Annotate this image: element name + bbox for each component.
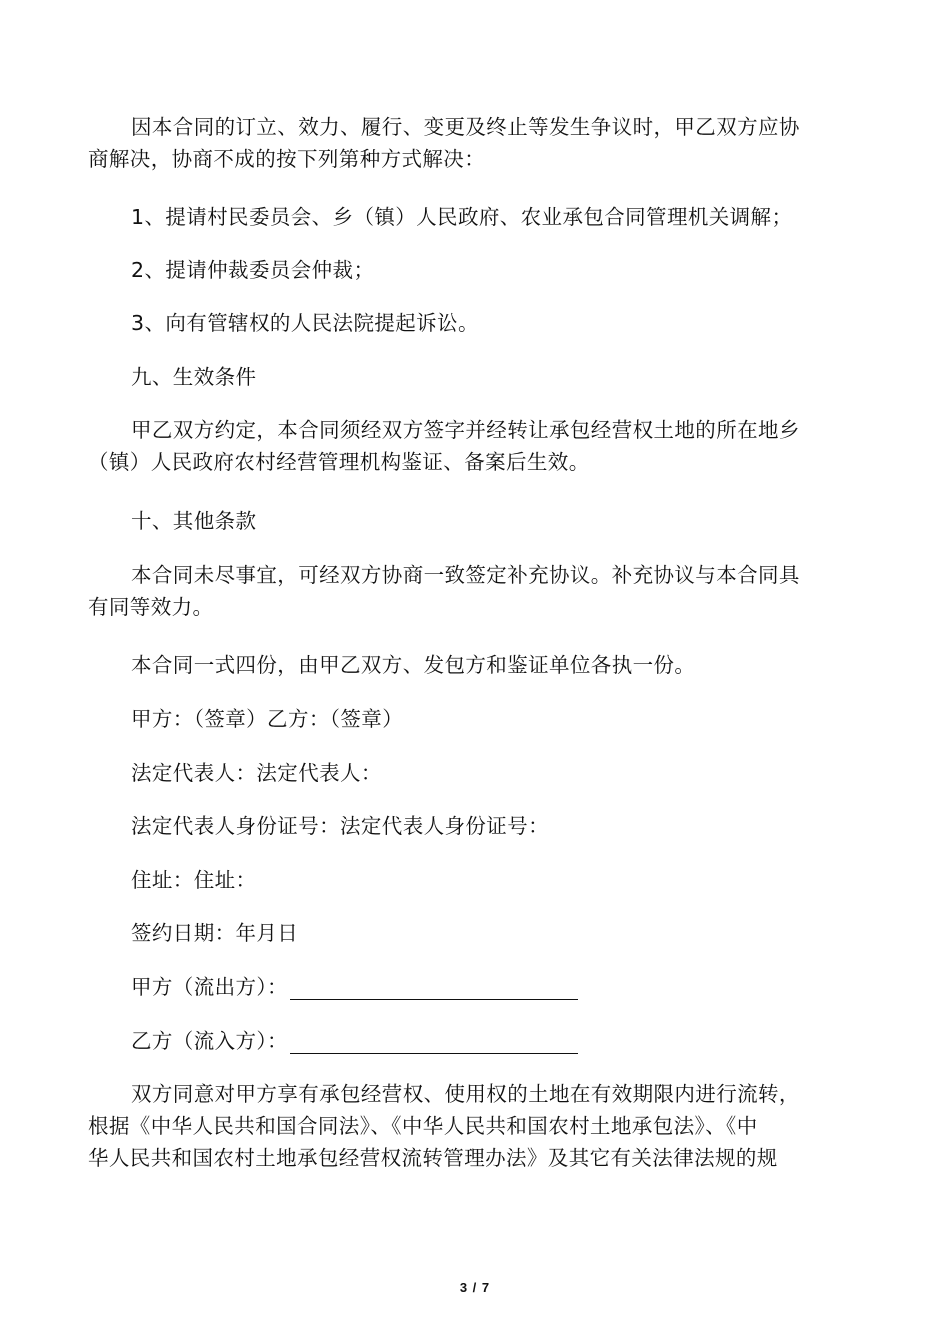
party-b-line (88, 1025, 891, 1057)
signing-date-line: 签约日期：年月日 (131, 921, 299, 945)
other-terms-paragraph (88, 559, 848, 623)
party-a-blank-field (290, 979, 578, 1000)
copies-paragraph: 本合同一式四份，由甲乙双方、发包方和鉴证单位各执一份。 (131, 653, 696, 677)
legal-representative-line: 法定代表人：法定代表人： (131, 761, 382, 785)
page-number: 3 / 7 (459, 1280, 491, 1295)
effective-conditions-paragraph (88, 414, 848, 478)
party-b-label: 乙方（流入方）： (131, 1029, 288, 1053)
text-line: 因本合同的订立、效力、履行、变更及终止等发生争议时，甲乙双方应协 (131, 115, 800, 139)
id-number-line: 法定代表人身份证号：法定代表人身份证号： (131, 814, 549, 838)
section-heading-effective-conditions: 九、生效条件 (131, 365, 257, 389)
signature-line: 甲方：（签章）乙方：（签章） (131, 707, 404, 731)
text-line: 有同等效力。 (88, 595, 214, 619)
text-line: （镇）人民政府农村经营管理机构鉴证、备案后生效。 (88, 450, 590, 474)
dispute-resolution-paragraph (88, 111, 848, 175)
option-3-item: 3、向有管辖权的人民法院提起诉讼。 (131, 311, 479, 335)
text-line: 双方同意对甲方享有承包经营权、使用权的土地在有效期限内进行流转， (131, 1082, 800, 1106)
section-heading-other-terms: 十、其他条款 (131, 509, 257, 533)
party-a-line (88, 971, 891, 1003)
party-b-blank-field (290, 1033, 578, 1054)
address-line: 住址：住址： (131, 868, 257, 892)
text-line: 根据《中华人民共和国合同法》、《中华人民共和国农村土地承包法》、《中 (88, 1114, 758, 1138)
text-line: 本合同未尽事宜，可经双方协商一致签定补充协议。补充协议与本合同具 (131, 563, 800, 587)
party-a-label: 甲方（流出方）： (131, 975, 288, 999)
text-line: 商解决，协商不成的按下列第种方式解决： (88, 147, 486, 171)
text-line: 甲乙双方约定，本合同须经双方签字并经转让承包经营权土地的所在地乡 (131, 418, 800, 442)
option-1-item: 1、提请村民委员会、乡（镇）人民政府、农业承包合同管理机关调解； (131, 205, 793, 229)
text-line: 华人民共和国农村土地承包经营权流转管理办法》及其它有关法律法规的规 (88, 1146, 778, 1170)
option-2-item: 2、提请仲裁委员会仲裁； (131, 258, 375, 282)
agreement-preamble-paragraph (88, 1078, 848, 1174)
